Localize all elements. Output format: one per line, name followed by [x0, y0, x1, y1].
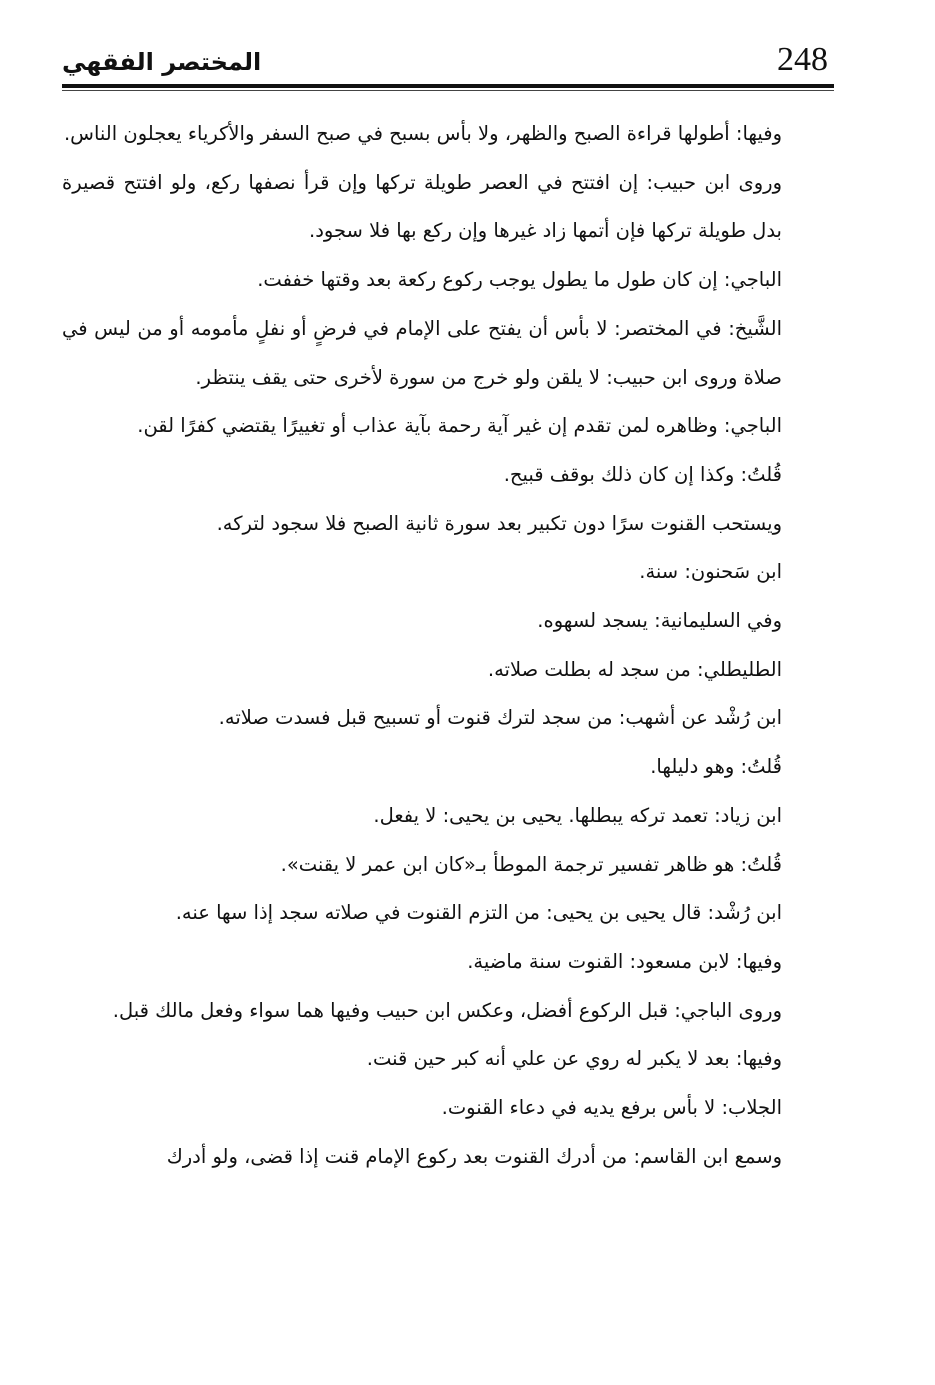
page-header: [62, 38, 834, 94]
paragraph: وفيها: لابن مسعود: القنوت سنة ماضية.: [467, 949, 782, 973]
paragraph: قُلتُ: وكذا إن كان ذلك بوقف قبيح.: [503, 462, 782, 486]
paragraph: الطليطلي: من سجد له بطلت صلاته.: [487, 657, 782, 681]
paragraph: وسمع ابن القاسم: من أدرك القنوت بعد ركوع الإمام قنت إذا قضى، ولو أدرك: [166, 1144, 782, 1168]
paragraph: ابن سَحنون: سنة.: [639, 560, 782, 584]
paragraph: قُلتُ: هو ظاهر تفسير ترجمة الموطأ بـ«كان ابن عمر لا يقنت».: [280, 852, 782, 876]
page-number: 248: [777, 41, 828, 78]
paragraph: وفيها: أطولها قراءة الصبح والظهر، ولا بأس بسبح في صبح السفر والأكرياء يعجلون الناس.: [63, 122, 782, 145]
body-text: [62, 110, 834, 1181]
header-rule-thin: [62, 90, 834, 91]
paragraph: الباجي: إن كان طول ما يطول يوجب ركوع ركعة بعد وقتها خففت.: [257, 268, 782, 292]
paragraph: وروى ابن حبيب: إن افتتح في العصر طويلة تركها وإن قرأ نصفها ركع، ولو افتتح قصيرة بدل طويلة تركها فإن أتمها زاد غيرها وإن ركع بها فلا سجود.: [62, 170, 782, 243]
paragraph: ابن رُشْد عن أشهب: من سجد لترك قنوت أو تسبيح قبل فسدت صلاته.: [218, 706, 782, 730]
paragraph: ابن زياد: تعمد تركه يبطلها. يحيى بن يحيى: لا يفعل.: [373, 803, 782, 827]
paragraph: وفيها: بعد لا يكبر له روي عن علي أنه كبر حين قنت.: [366, 1047, 782, 1071]
header-rule: [62, 84, 834, 88]
running-title: المختصر الفقهي: [62, 48, 262, 76]
paragraph: الشَّيخ: في المختصر: لا بأس أن يفتح على الإمام في فرضٍ أو نفلٍ مأمومه أو من ليس في صلاة وروى ابن حبيب: لا يلقن ولو خرج من سورة لأخرى حتى يقف ينتظر.: [62, 316, 782, 389]
paragraph: قُلتُ: وهو دليلها.: [650, 755, 782, 779]
paragraph: ويستحب القنوت سرًا دون تكبير بعد سورة ثانية الصبح فلا سجود لتركه.: [216, 511, 782, 535]
paragraph: ابن رُشْد: قال يحيى بن يحيى: من التزم القنوت في صلاته سجد إذا سها عنه.: [175, 901, 782, 925]
paragraph: وفي السليمانية: يسجد لسهوه.: [537, 609, 782, 633]
paragraph: وروى الباجي: قبل الركوع أفضل، وعكس ابن حبيب وفيها هما سواء وفعل مالك قبل.: [112, 998, 782, 1022]
paragraph: الجلاب: لا بأس برفع يديه في دعاء القنوت.: [441, 1096, 782, 1120]
paragraph: الباجي: وظاهره لمن تقدم إن غير آية رحمة بآية عذاب أو تغييرًا يقتضي كفرًا لقن.: [137, 414, 782, 438]
